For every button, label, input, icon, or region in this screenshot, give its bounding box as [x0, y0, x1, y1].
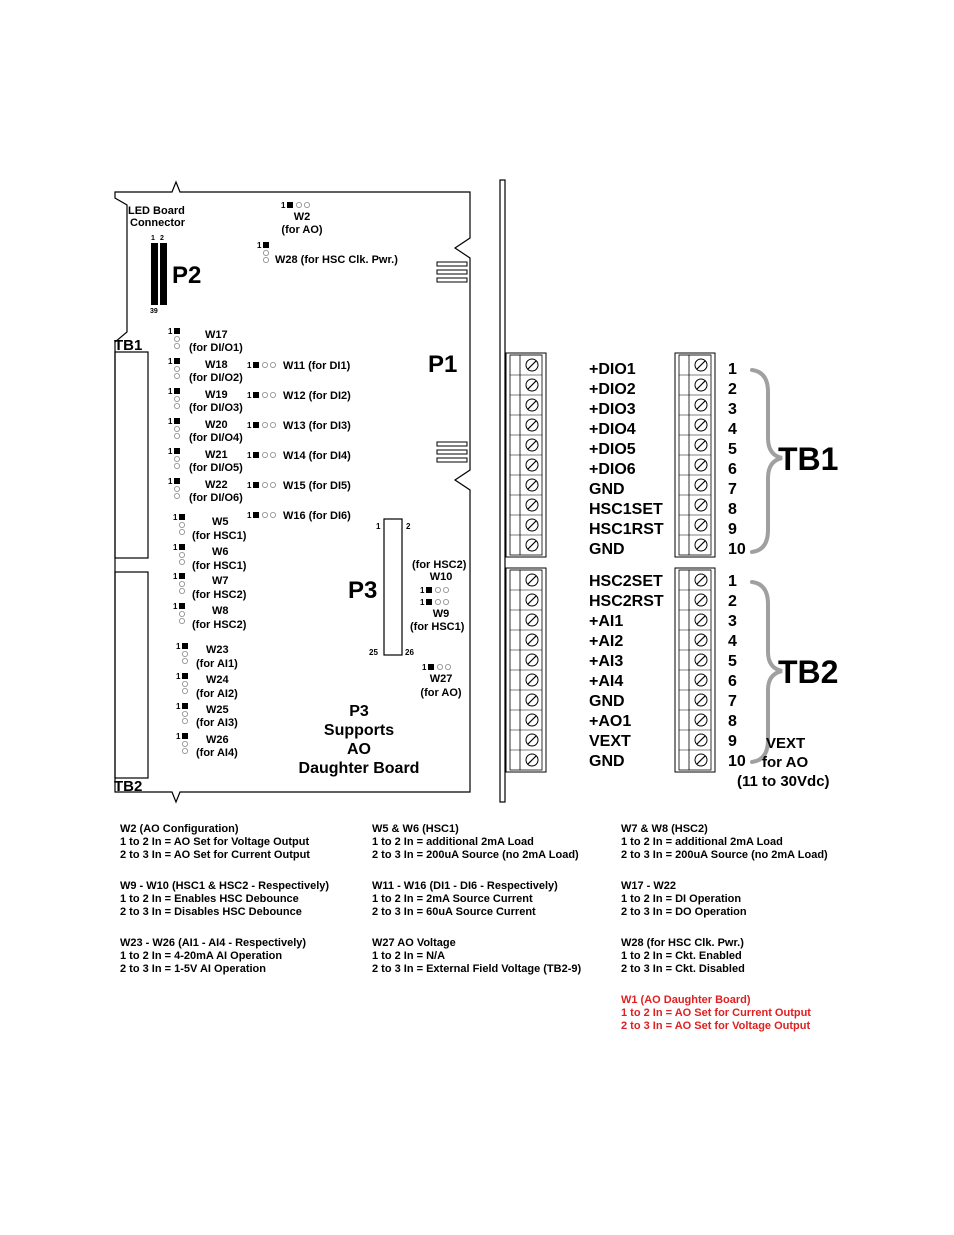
legend-title: W9 - W10 (HSC1 & HSC2 - Respectively) — [120, 880, 330, 892]
w27-name: W27 — [429, 673, 453, 685]
w6-sub: (for HSC1) — [192, 560, 247, 572]
rail-slots-bottom — [437, 442, 467, 462]
w24-sub: (for AI2) — [196, 688, 238, 700]
w9-name: W9 — [432, 608, 450, 620]
w9-pin-filled — [426, 599, 432, 605]
w20-pin-one: 1 — [168, 417, 173, 426]
w5-pin-3 — [179, 529, 184, 534]
tb1-big-label: TB1 — [778, 441, 839, 477]
tb2-pin-9: 9 — [728, 733, 737, 750]
tb2-strip-left — [506, 568, 546, 772]
legend-line: 1 to 2 In = AO Set for Voltage Output — [120, 836, 310, 848]
w10-pre: (for HSC2) — [412, 559, 467, 571]
w9-pin-3 — [443, 599, 448, 604]
legend-entry — [621, 994, 811, 1033]
tb2-big-label: TB2 — [778, 654, 839, 690]
w21-pin-one: 1 — [168, 447, 173, 456]
jumper-w28 — [257, 241, 269, 263]
w9-pin-2 — [435, 599, 440, 604]
w6-name: W6 — [212, 546, 229, 558]
w6-pin-3 — [179, 559, 184, 564]
tb1-pin-3: 3 — [728, 401, 737, 418]
legend-line: 1 to 2 In = Enables HSC Debounce — [120, 893, 299, 905]
w5-sub: (for HSC1) — [192, 530, 247, 542]
w18-name: W18 — [205, 359, 228, 371]
legend-entry — [372, 880, 558, 919]
w14-pin-3 — [270, 452, 275, 457]
p2-connector-right — [160, 243, 167, 305]
w24-pin-one: 1 — [176, 672, 181, 681]
p3-supports-3: AO — [347, 741, 371, 758]
jumper-w23 — [176, 642, 238, 670]
vext-note-2: for AO — [762, 754, 809, 771]
w16-pin-filled — [253, 512, 259, 518]
w21-name: W21 — [205, 449, 228, 461]
right-rail — [500, 180, 505, 802]
w5-pin-one: 1 — [173, 513, 178, 522]
w11-pin-one: 1 — [247, 361, 252, 370]
tb2-signal-7: GND — [589, 693, 625, 710]
legend-line: 1 to 2 In = DI Operation — [621, 893, 742, 905]
legend-title: W27 AO Voltage — [372, 937, 456, 949]
w19-name: W19 — [205, 389, 228, 401]
legend-line: 2 to 3 In = External Field Voltage (TB2-9) — [372, 963, 582, 975]
p2-pin-1: 1 — [151, 235, 155, 242]
tb2-pin-4: 4 — [728, 633, 737, 650]
legend-title: W1 (AO Daughter Board) — [621, 994, 751, 1006]
w5-name: W5 — [212, 516, 229, 528]
jumper-w19 — [168, 387, 243, 414]
tb1-signal-4: +DIO4 — [589, 421, 636, 438]
jumper-w2 — [281, 201, 310, 210]
w7-pin-2 — [179, 581, 184, 586]
w7-name: W7 — [212, 575, 229, 587]
legend-line: 1 to 2 In = additional 2mA Load — [372, 836, 534, 848]
jumper-w14 — [247, 450, 351, 462]
w7-pin-filled — [179, 573, 185, 579]
w8-sub: (for HSC2) — [192, 619, 247, 631]
tb1-pin-4: 4 — [728, 421, 737, 438]
w14-name: W14 (for DI4) — [283, 450, 351, 462]
w8-pin-filled — [179, 603, 185, 609]
w21-pin-2 — [174, 456, 179, 461]
legend-line: 2 to 3 In = DO Operation — [621, 906, 747, 918]
w16-pin-one: 1 — [247, 511, 252, 520]
p1-label: P1 — [428, 351, 458, 378]
jumper-w26 — [176, 732, 238, 759]
w13-pin-one: 1 — [247, 421, 252, 430]
jumper-w15 — [247, 480, 351, 492]
w22-pin-3 — [174, 493, 179, 498]
jumper-w10 — [420, 586, 449, 595]
w8-pin-2 — [179, 611, 184, 616]
legend-title: W17 - W22 — [621, 880, 677, 892]
tb2-pin-7: 7 — [728, 693, 737, 710]
tb2-signal-3: +AI1 — [589, 613, 624, 630]
legend-line: 2 to 3 In = Disables HSC Debounce — [120, 906, 302, 918]
w11-pin-2 — [262, 362, 267, 367]
w10-pin-2 — [435, 587, 440, 592]
legend-title: W28 (for HSC Clk. Pwr.) — [621, 937, 744, 949]
w21-sub: (for DI/O5) — [189, 462, 243, 474]
tb2-pin-10: 10 — [728, 753, 746, 770]
w15-name: W15 (for DI5) — [283, 480, 351, 492]
legend-entry — [372, 937, 581, 976]
legend-line: 1 to 2 In = Ckt. Enabled — [621, 950, 742, 962]
w17-name: W17 — [205, 329, 228, 341]
tb2-pin-8: 8 — [728, 713, 737, 730]
w7-pin-one: 1 — [173, 572, 178, 581]
w12-name: W12 (for DI2) — [283, 390, 351, 402]
tb2-board-label: TB2 — [114, 778, 143, 795]
jumper-w11 — [247, 360, 351, 372]
tb1-board-label: TB1 — [114, 337, 143, 354]
tb1-signal-5: +DIO5 — [589, 441, 636, 458]
w18-sub: (for DI/O2) — [189, 372, 243, 384]
w21-pin-3 — [174, 463, 179, 468]
legend-title: W7 & W8 (HSC2) — [621, 823, 708, 835]
w27-sub: (for AO) — [420, 687, 462, 699]
w9-sub: (for HSC1) — [410, 621, 465, 633]
w6-pin-one: 1 — [173, 543, 178, 552]
w10-pin-3 — [443, 587, 448, 592]
w8-pin-one: 1 — [173, 602, 178, 611]
w13-name: W13 (for DI3) — [283, 420, 351, 432]
w12-pin-filled — [253, 392, 259, 398]
w25-pin-3 — [182, 718, 187, 723]
legend-line: 1 to 2 In = AO Set for Current Output — [621, 1007, 811, 1019]
jumper-w17 — [168, 327, 243, 354]
w28-name: W28 (for HSC Clk. Pwr.) — [275, 254, 398, 266]
w18-pin-filled — [174, 358, 180, 364]
tb1-pin-10: 10 — [728, 541, 746, 558]
tb1-board-block — [115, 352, 148, 558]
legend-line: 2 to 3 In = AO Set for Voltage Output — [621, 1020, 811, 1032]
w18-pin-3 — [174, 373, 179, 378]
tb1-pin-9: 9 — [728, 521, 737, 538]
tb2-pin-6: 6 — [728, 673, 737, 690]
w17-pin-filled — [174, 328, 180, 334]
w22-sub: (for DI/O6) — [189, 492, 243, 504]
w26-sub: (for AI4) — [196, 747, 238, 759]
jumper-w22 — [168, 477, 243, 504]
tb1-pin-5: 5 — [728, 441, 737, 458]
p3-pin-25: 25 — [369, 648, 378, 657]
jumper-w16 — [247, 510, 351, 522]
w19-pin-one: 1 — [168, 387, 173, 396]
led-connector-label-2: Connector — [130, 217, 185, 229]
jumper-w20 — [168, 417, 243, 444]
w19-pin-2 — [174, 396, 179, 401]
w25-sub: (for AI3) — [196, 717, 238, 729]
jumper-w18 — [168, 357, 243, 384]
w12-pin-3 — [270, 392, 275, 397]
jumpers — [168, 201, 467, 759]
legend-title: W23 - W26 (AI1 - AI4 - Respectively) — [120, 937, 307, 949]
w28-pin-one: 1 — [257, 241, 262, 250]
w20-pin-3 — [174, 433, 179, 438]
tb1-pin-8: 8 — [728, 501, 737, 518]
legend-line: 2 to 3 In = AO Set for Current Output — [120, 849, 310, 861]
w23-pin-2 — [182, 651, 187, 656]
legend-line: 1 to 2 In = 4-20mA AI Operation — [120, 950, 283, 962]
w24-pin-2 — [182, 681, 187, 686]
w15-pin-one: 1 — [247, 481, 252, 490]
w17-pin-3 — [174, 343, 179, 348]
w10-pin-one: 1 — [420, 586, 425, 595]
p3-supports-2: Supports — [323, 722, 395, 739]
tb2-signal-8: +AO1 — [589, 713, 632, 730]
w17-pin-2 — [174, 336, 179, 341]
p2-label: P2 — [172, 262, 202, 289]
w13-pin-filled — [253, 422, 259, 428]
w2-sub: (for AO) — [281, 224, 323, 236]
w26-name: W26 — [206, 734, 229, 746]
tb1-strip-left — [506, 353, 546, 557]
p2-connector-left — [151, 243, 158, 305]
w27-pin-3 — [445, 664, 450, 669]
jumper-w8 — [173, 602, 247, 631]
legend-line: 2 to 3 In = 200uA Source (no 2mA Load) — [621, 849, 828, 861]
tb1-signal-2: +DIO2 — [589, 381, 636, 398]
w24-pin-filled — [182, 673, 188, 679]
w27-pin-2 — [437, 664, 442, 669]
legend-title: W11 - W16 (DI1 - DI6 - Respectively) — [372, 880, 558, 892]
p3-pin-2: 2 — [406, 522, 411, 531]
w8-name: W8 — [212, 605, 229, 617]
w26-pin-3 — [182, 748, 187, 753]
led-connector-label-1: LED Board — [128, 205, 185, 217]
legend-entry — [120, 880, 329, 919]
w16-pin-3 — [270, 512, 275, 517]
legend-entry — [120, 823, 310, 862]
p2-pin-2: 2 — [160, 235, 164, 242]
vext-note-1: VEXT — [766, 735, 806, 752]
legend-line: 2 to 3 In = 60uA Source Current — [372, 906, 536, 918]
w6-pin-2 — [179, 552, 184, 557]
w15-pin-2 — [262, 482, 267, 487]
w26-pin-filled — [182, 733, 188, 739]
w16-pin-2 — [262, 512, 267, 517]
legend-line: 1 to 2 In = additional 2mA Load — [621, 836, 783, 848]
legend-entry — [621, 880, 747, 919]
w28-pin-filled — [263, 242, 269, 248]
tb1-pin-6: 6 — [728, 461, 737, 478]
tb2-signal-6: +AI4 — [589, 673, 624, 690]
jumper-w13 — [247, 420, 351, 432]
w14-pin-one: 1 — [247, 451, 252, 460]
legend-line: 1 to 2 In = 2mA Source Current — [372, 893, 533, 905]
w20-pin-filled — [174, 418, 180, 424]
w23-name: W23 — [206, 644, 229, 656]
legend-title: W2 (AO Configuration) — [120, 823, 239, 835]
w14-pin-2 — [262, 452, 267, 457]
w19-pin-filled — [174, 388, 180, 394]
w26-pin-one: 1 — [176, 732, 181, 741]
w2-pin-one: 1 — [281, 201, 286, 210]
w27-pin-one: 1 — [422, 663, 427, 672]
tb1-signal-10: GND — [589, 541, 625, 558]
w25-pin-filled — [182, 703, 188, 709]
w12-pin-one: 1 — [247, 391, 252, 400]
legend-entry — [621, 823, 828, 862]
w16-name: W16 (for DI6) — [283, 510, 351, 522]
jumper-w5 — [173, 513, 247, 542]
legend-line: 2 to 3 In = 1-5V AI Operation — [120, 963, 266, 975]
w8-pin-3 — [179, 618, 184, 623]
w11-name: W11 (for DI1) — [283, 360, 351, 372]
tb2-pin-2: 2 — [728, 593, 737, 610]
jumper-w7 — [173, 572, 247, 601]
w25-pin-one: 1 — [176, 702, 181, 711]
jumper-w21 — [168, 447, 243, 474]
tb2-signal-9: VEXT — [589, 733, 631, 750]
p3-pin-26: 26 — [405, 648, 414, 657]
tb1-pin-2: 2 — [728, 381, 737, 398]
jumper-w24 — [176, 672, 238, 700]
w23-pin-one: 1 — [176, 642, 181, 651]
w2-pin-3 — [304, 202, 309, 207]
p3-label: P3 — [348, 577, 378, 604]
jumper-w27 — [422, 663, 451, 672]
w20-pin-2 — [174, 426, 179, 431]
w11-pin-filled — [253, 362, 259, 368]
w21-pin-filled — [174, 448, 180, 454]
tb2-pin-3: 3 — [728, 613, 737, 630]
p3-supports-1: P3 — [349, 703, 369, 720]
legend-line: 2 to 3 In = 200uA Source (no 2mA Load) — [372, 849, 579, 861]
w12-pin-2 — [262, 392, 267, 397]
vext-note-3: (11 to 30Vdc) — [737, 773, 830, 790]
w5-pin-filled — [179, 514, 185, 520]
w19-pin-3 — [174, 403, 179, 408]
p3-pin-1: 1 — [376, 522, 381, 531]
tb1-signal-7: GND — [589, 481, 625, 498]
p3-supports-4: Daughter Board — [298, 760, 420, 777]
w2-pin-filled — [287, 202, 293, 208]
w15-pin-3 — [270, 482, 275, 487]
w18-pin-2 — [174, 366, 179, 371]
w24-pin-3 — [182, 688, 187, 693]
w5-pin-2 — [179, 522, 184, 527]
w22-pin-2 — [174, 486, 179, 491]
w2-pin-2 — [296, 202, 301, 207]
board-outline — [115, 182, 470, 802]
rail-slots-top — [437, 262, 467, 282]
w19-sub: (for DI/O3) — [189, 402, 243, 414]
w2-name: W2 — [293, 211, 311, 223]
w10-name: W10 — [429, 571, 453, 583]
jumper-w25 — [176, 702, 238, 729]
w20-name: W20 — [205, 419, 228, 431]
p3-connector — [384, 519, 402, 655]
w14-pin-filled — [253, 452, 259, 458]
legend-entry — [372, 823, 579, 862]
w22-name: W22 — [205, 479, 228, 491]
w15-pin-filled — [253, 482, 259, 488]
w23-sub: (for AI1) — [196, 658, 238, 670]
tb2-pin-5: 5 — [728, 653, 737, 670]
w13-pin-3 — [270, 422, 275, 427]
tb1-signal-1: +DIO1 — [589, 361, 636, 378]
w25-name: W25 — [206, 704, 229, 716]
jumper-w12 — [247, 390, 351, 402]
w20-sub: (for DI/O4) — [189, 432, 243, 444]
w7-pin-3 — [179, 588, 184, 593]
w25-pin-2 — [182, 711, 187, 716]
w18-pin-one: 1 — [168, 357, 173, 366]
tb2-signal-10: GND — [589, 753, 625, 770]
legend-line: 1 to 2 In = N/A — [372, 950, 446, 962]
w28-pin-2 — [263, 250, 268, 255]
tb1-signal-9: HSC1RST — [589, 521, 664, 538]
legend-line: 2 to 3 In = Ckt. Disabled — [621, 963, 745, 975]
p2-pin-39: 39 — [150, 308, 158, 315]
terminal-labels — [589, 361, 746, 770]
w26-pin-2 — [182, 741, 187, 746]
w27-pin-filled — [428, 664, 434, 670]
w6-pin-filled — [179, 544, 185, 550]
tb1-signal-3: +DIO3 — [589, 401, 636, 418]
w9-pin-one: 1 — [420, 598, 425, 607]
w28-pin-3 — [263, 257, 268, 262]
jumper-w6 — [173, 543, 247, 572]
tb1-signal-6: +DIO6 — [589, 461, 636, 478]
tb1-strip-right — [675, 353, 715, 557]
w23-pin-3 — [182, 658, 187, 663]
tb2-signal-5: +AI3 — [589, 653, 624, 670]
legend-title: W5 & W6 (HSC1) — [372, 823, 459, 835]
legend-entry — [120, 937, 306, 976]
w13-pin-2 — [262, 422, 267, 427]
w24-name: W24 — [206, 674, 229, 686]
w22-pin-one: 1 — [168, 477, 173, 486]
w10-pin-filled — [426, 587, 432, 593]
jumper-w9 — [420, 598, 449, 607]
tb2-board-block — [115, 572, 148, 778]
tb2-signal-4: +AI2 — [589, 633, 624, 650]
tb2-signal-2: HSC2RST — [589, 593, 664, 610]
w22-pin-filled — [174, 478, 180, 484]
tb2-signal-1: HSC2SET — [589, 573, 663, 590]
w23-pin-filled — [182, 643, 188, 649]
legend-entry — [621, 937, 745, 976]
tb1-pin-7: 7 — [728, 481, 737, 498]
tb2-strip-right — [675, 568, 715, 772]
tb1-signal-8: HSC1SET — [589, 501, 663, 518]
tb1-pin-1: 1 — [728, 361, 737, 378]
w17-pin-one: 1 — [168, 327, 173, 336]
w17-sub: (for DI/O1) — [189, 342, 243, 354]
w11-pin-3 — [270, 362, 275, 367]
w7-sub: (for HSC2) — [192, 589, 247, 601]
tb2-pin-1: 1 — [728, 573, 737, 590]
